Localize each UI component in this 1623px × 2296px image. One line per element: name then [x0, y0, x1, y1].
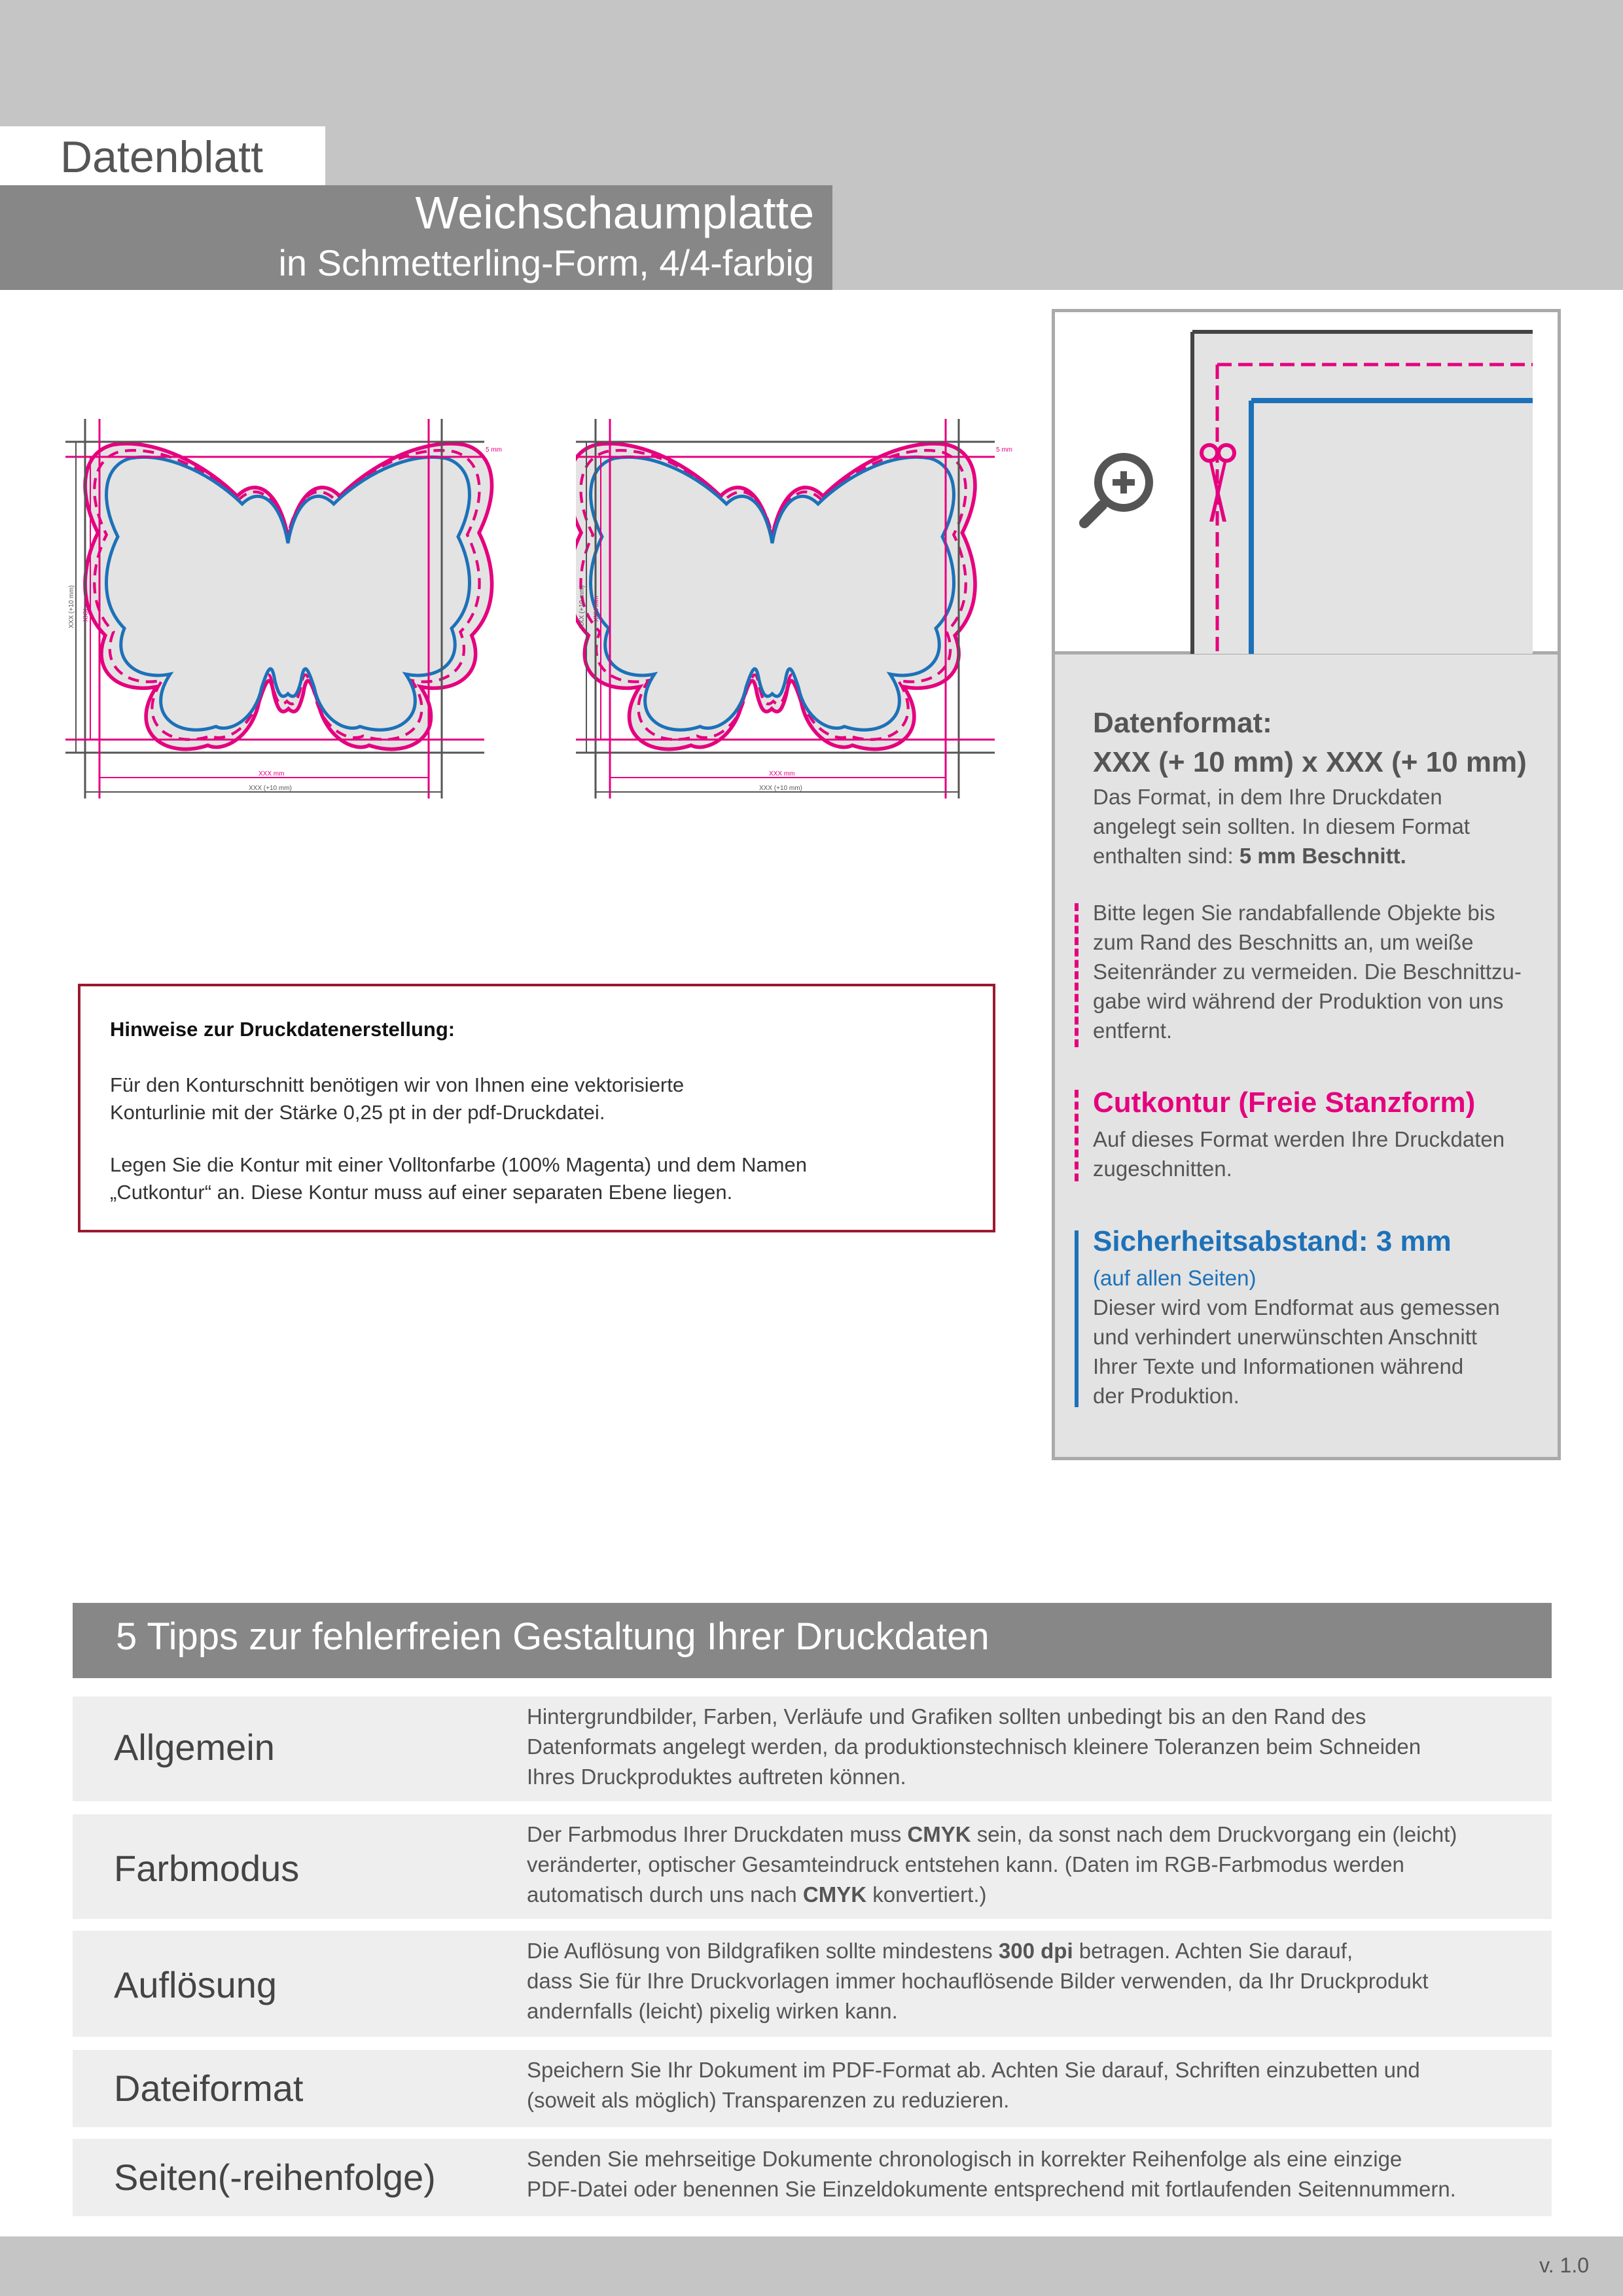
tip-text: [527, 1820, 1548, 1910]
tip-text: [527, 2144, 1548, 2204]
dim-height-label: XXX mm: [82, 596, 90, 622]
tip-line: Hintergrundbilder, Farben, Verläufe und Grafiken sollten unbedingt bis an den Rand des: [527, 1704, 1366, 1729]
info-line: Das Format, in dem Ihre Druckdaten: [1093, 785, 1442, 809]
tip-text: [527, 2055, 1548, 2115]
info-line: Seitenränder zu vermeiden. Die Beschnittzu-: [1093, 960, 1522, 984]
cutcontour-title: Cutkontur (Freie Stanzform): [1093, 1086, 1476, 1119]
bleed-corner-illustration: [1055, 312, 1558, 655]
safety-margin-title: Sicherheitsabstand: 3 mm: [1093, 1225, 1452, 1257]
tip-line: automatisch durch uns nach: [527, 1882, 803, 1907]
info-line: Bitte legen Sie randabfallende Objekte bis: [1093, 901, 1495, 925]
dim-5mm-label: 5 mm: [996, 446, 1012, 454]
dim-width-label: XXX mm: [259, 770, 285, 778]
info-line: zum Rand des Beschnitts an, um weiße: [1093, 930, 1474, 954]
title-box: [0, 126, 325, 185]
tip-label: Dateiformat: [114, 2068, 304, 2109]
product-variant: in Schmetterling-Form, 4/4-farbig: [278, 242, 814, 283]
notes-line: „Cutkontur“ an. Diese Kontur muss auf einer separaten Ebene liegen.: [110, 1181, 733, 1204]
format-value: XXX (+ 10 mm) x XXX (+ 10 mm): [1093, 746, 1527, 778]
dim-height-bleed-label: XXX (+10 mm): [68, 585, 75, 628]
tip-row-dateiformat: [73, 2050, 1552, 2127]
safety-margin-description: [1093, 1263, 1551, 1410]
tip-emphasis: 300 dpi: [998, 1939, 1073, 1963]
info-line: zugeschnitten.: [1093, 1157, 1232, 1181]
tip-row-aufloesung: [73, 1931, 1552, 2037]
bleed-amount: 5 mm Beschnitt.: [1239, 844, 1406, 868]
notes-line: Für den Konturschnitt benötigen wir von Ihnen eine vektorisierte: [110, 1073, 685, 1096]
tip-emphasis: CMYK: [802, 1882, 867, 1907]
tip-row-seitenreihenfolge: [73, 2139, 1552, 2216]
info-line: enthalten sind:: [1093, 844, 1240, 868]
notes-paragraph-1: [110, 1071, 961, 1126]
butterfly-diagram-front: [65, 406, 510, 812]
notes-heading: Hinweise zur Druckdatenerstellung:: [110, 1018, 455, 1041]
print-notes-box: [78, 984, 995, 1232]
tip-line: andernfalls (leicht) pixelig wirken kann.: [527, 1999, 898, 2023]
tip-line: veränderter, optischer Gesamteindruck entstehen kann. (Daten im RGB-Farbmodus werden: [527, 1852, 1404, 1876]
tip-line: Ihres Druckproduktes auftreten können.: [527, 1765, 906, 1789]
dim-5mm-label: 5 mm: [486, 446, 502, 454]
butterfly-diagram-back: [576, 406, 1021, 812]
tip-line: Senden Sie mehrseitige Dokumente chronologisch in korrekter Reihenfolge als eine einzige: [527, 2147, 1402, 2171]
format-title: Datenformat:: [1093, 707, 1272, 739]
dim-width-bleed-label: XXX (+10 mm): [249, 785, 292, 792]
magnifier-plus-icon: [1084, 453, 1153, 523]
tip-line: Datenformats angelegt werden, da produktionstechnisch kleinere Toleranzen beim Schneiden: [527, 1734, 1421, 1759]
dim-height-bleed-label: XXX (+10 mm): [579, 585, 586, 628]
version-label: v. 1.0: [1539, 2253, 1589, 2277]
product-title-box: [0, 185, 832, 290]
tip-line: betragen. Achten Sie darauf,: [1073, 1939, 1353, 1963]
bleed-marker: [1075, 903, 1079, 1047]
safety-margin-marker: [1075, 1230, 1079, 1407]
cutcontour-description: [1093, 1124, 1551, 1183]
notes-paragraph-2: [110, 1151, 961, 1206]
tip-label: Auflösung: [114, 1964, 277, 2005]
footer-band: [0, 2236, 1623, 2296]
tip-text: [527, 1936, 1548, 2026]
dim-width-bleed-label: XXX (+10 mm): [759, 785, 802, 792]
bleed-description: [1093, 898, 1551, 1045]
dim-height-label: XXX mm: [593, 596, 600, 622]
info-line: entfernt.: [1093, 1018, 1173, 1043]
tip-row-farbmodus: [73, 1814, 1552, 1919]
tip-line: (soweit als möglich) Transparenzen zu reduzieren.: [527, 2088, 1010, 2112]
info-line: Ihrer Texte und Informationen während: [1093, 1354, 1464, 1378]
tip-line: sein, da sonst nach dem Druckvorgang ein (leicht): [971, 1822, 1457, 1846]
dim-width-label: XXX mm: [769, 770, 795, 778]
tip-line: dass Sie für Ihre Druckvorlagen immer hochauflösende Bilder verwenden, da Ihr Druckprodukt: [527, 1969, 1429, 1993]
format-description: [1093, 782, 1551, 870]
notes-line: Konturlinie mit der Stärke 0,25 pt in der pdf-Druckdatei.: [110, 1101, 605, 1124]
info-line: angelegt sein sollten. In diesem Format: [1093, 814, 1470, 838]
info-line: und verhindert unerwünschten Anschnitt: [1093, 1325, 1478, 1349]
safety-margin-subtitle: (auf allen Seiten): [1093, 1266, 1257, 1290]
notes-line: Legen Sie die Kontur mit einer Volltonfarbe (100% Magenta) und dem Namen: [110, 1153, 807, 1176]
tips-heading: 5 Tipps zur fehlerfreien Gestaltung Ihrer Druckdaten: [116, 1615, 990, 1658]
product-name: Weichschaumplatte: [415, 187, 814, 238]
info-line: Auf dieses Format werden Ihre Druckdaten: [1093, 1127, 1505, 1151]
info-line: gabe wird während der Produktion von uns: [1093, 989, 1504, 1013]
info-line: der Produktion.: [1093, 1384, 1240, 1408]
tip-line: Speichern Sie Ihr Dokument im PDF-Format ab. Achten Sie darauf, Schriften einzubetten und: [527, 2058, 1420, 2082]
tip-line: Der Farbmodus Ihrer Druckdaten muss: [527, 1822, 908, 1846]
tip-label: Farbmodus: [114, 1848, 300, 1889]
tips-header: [73, 1603, 1552, 1678]
tip-text: [527, 1702, 1548, 1792]
data-format-info-panel: [1052, 655, 1561, 1460]
tip-label: Seiten(-reihenfolge): [114, 2157, 436, 2198]
tip-line: PDF-Datei oder benennen Sie Einzeldokumente entsprechend mit fortlaufenden Seitennummern.: [527, 2177, 1456, 2201]
tip-row-allgemein: [73, 1696, 1552, 1801]
bleed-zoom-panel: [1052, 309, 1561, 655]
cutcontour-marker: [1075, 1090, 1079, 1181]
page-title: Datenblatt: [60, 132, 263, 182]
tip-line: konvertiert.): [866, 1882, 987, 1907]
tip-line: Die Auflösung von Bildgrafiken sollte mindestens: [527, 1939, 999, 1963]
tip-label: Allgemein: [114, 1727, 275, 1768]
info-line: Dieser wird vom Endformat aus gemessen: [1093, 1295, 1500, 1319]
tip-emphasis: CMYK: [907, 1822, 971, 1846]
